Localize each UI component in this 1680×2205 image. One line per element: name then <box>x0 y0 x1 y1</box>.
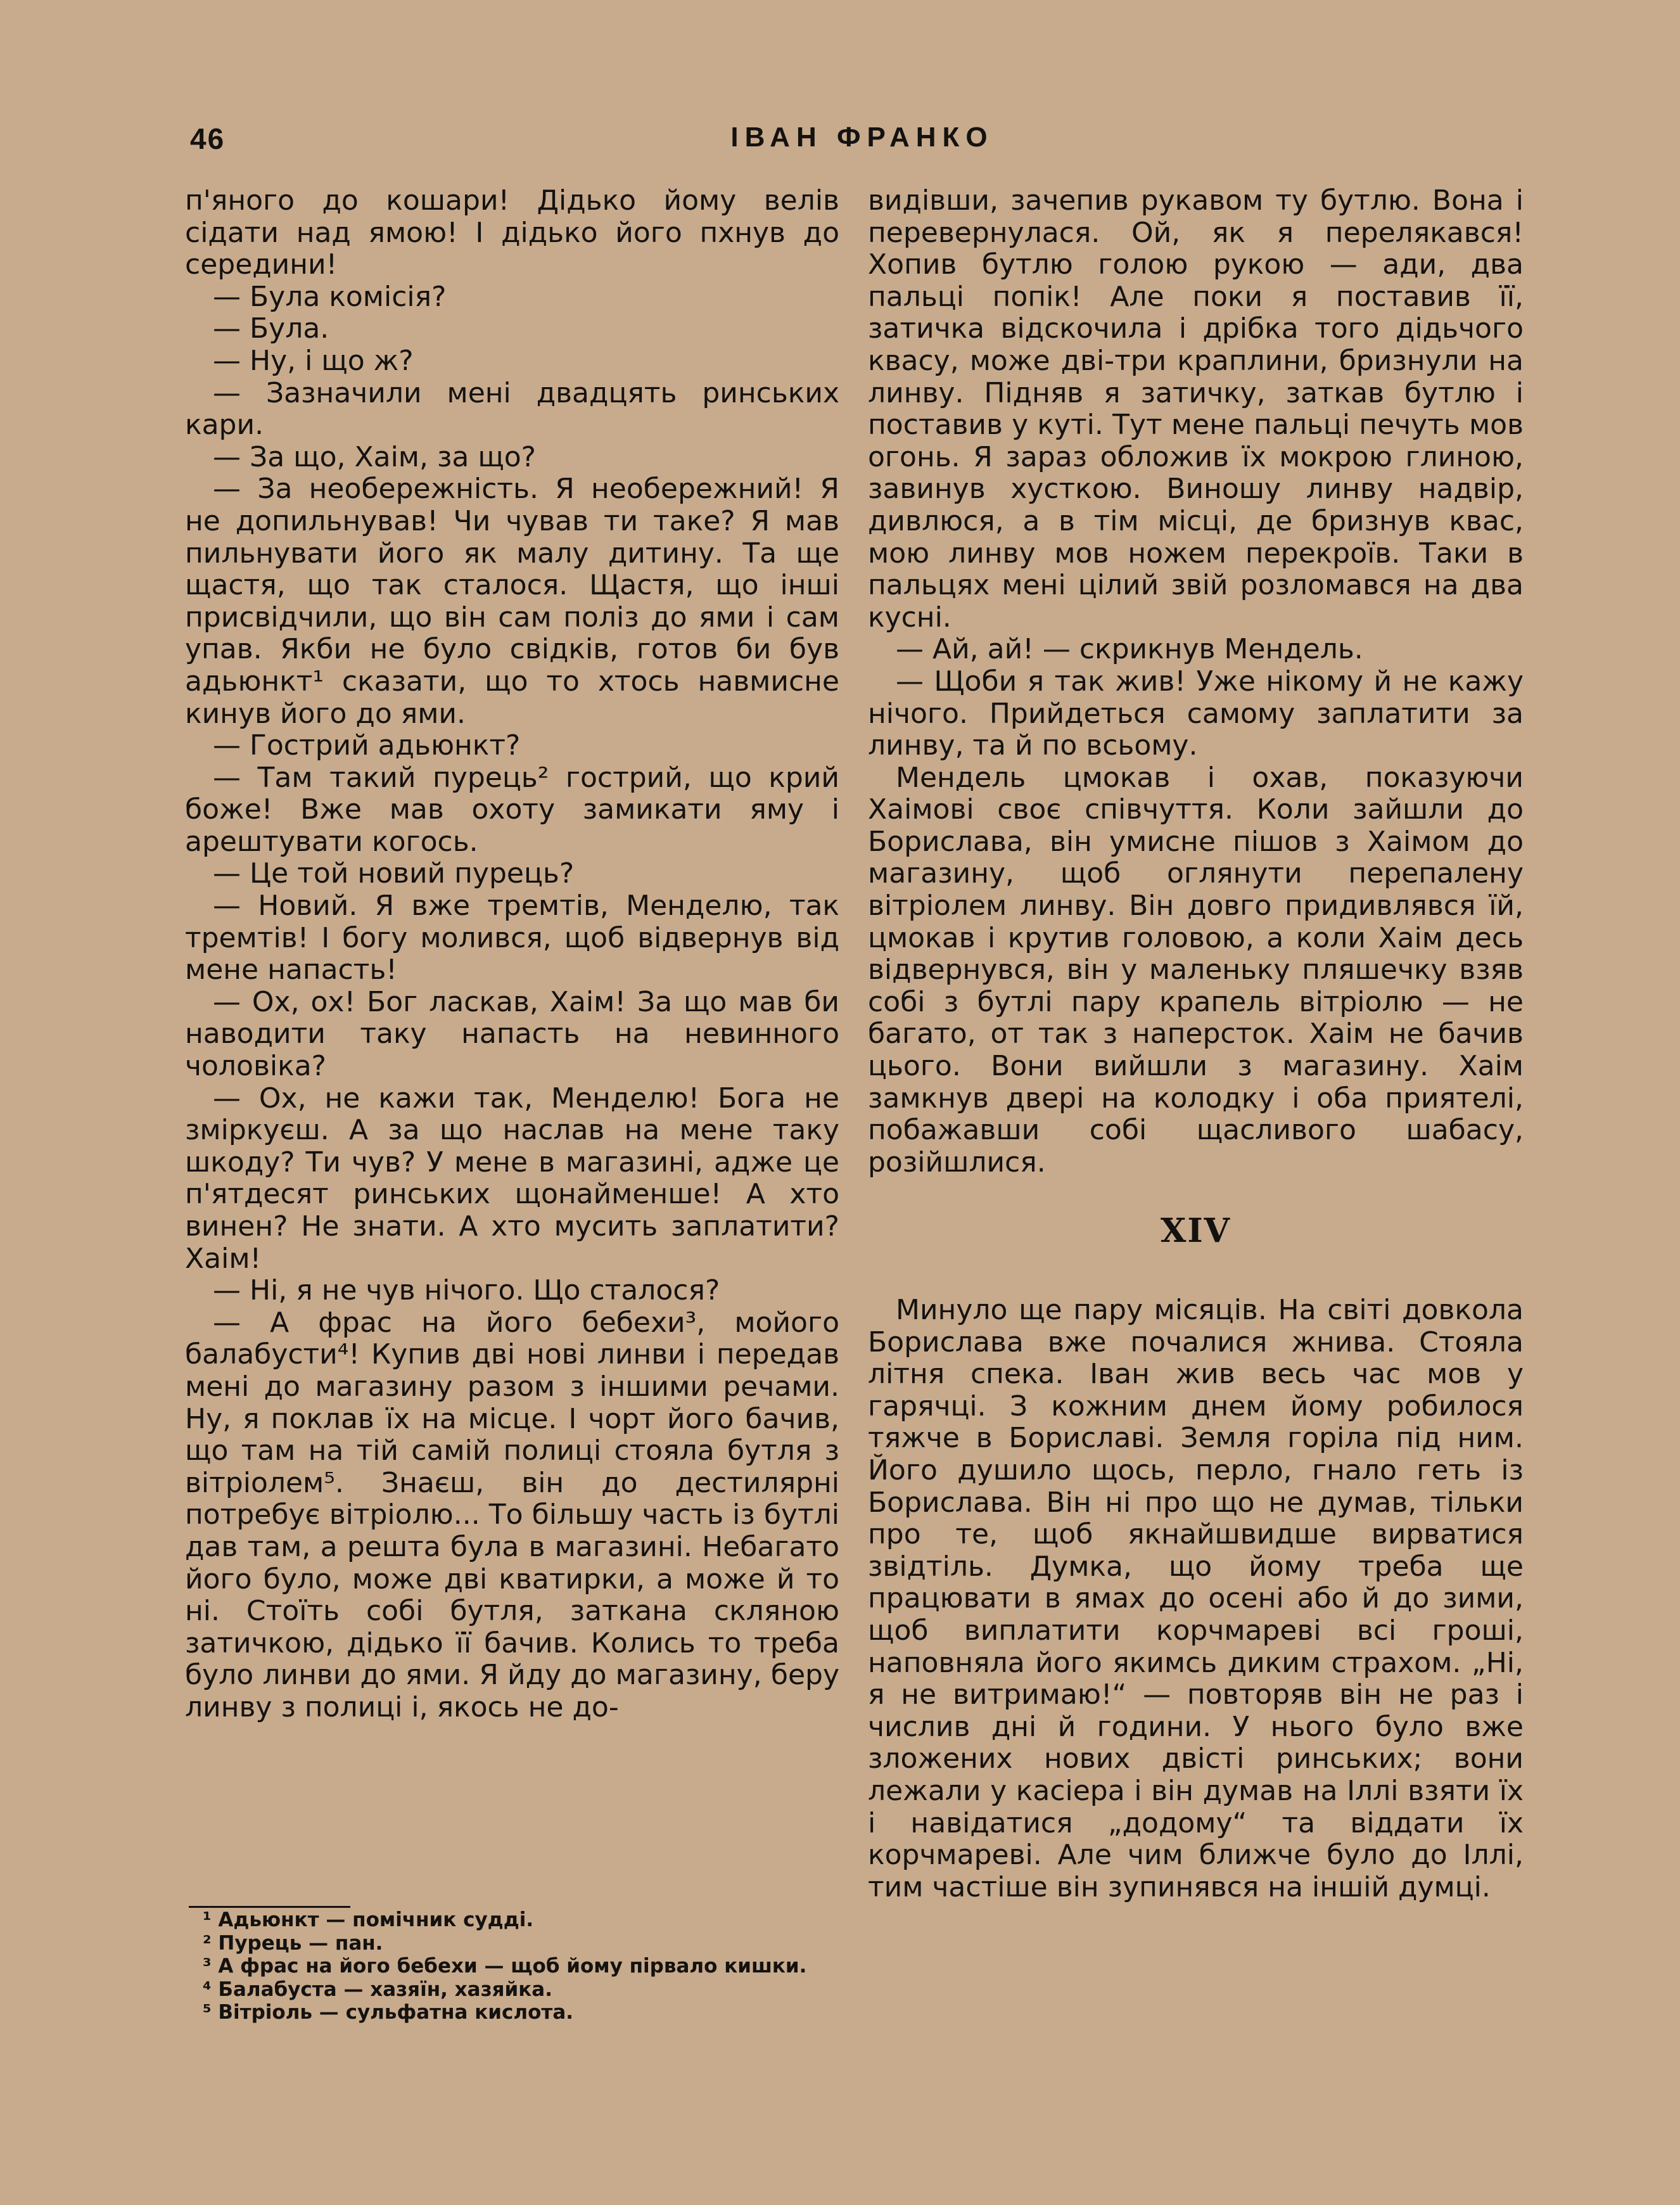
paragraph: — За необережність. Я необережний! Я не допильнував! Чи чував ти таке? Я мав пильнувати його як малу дитину. Та ще щастя, що так сталося. Щастя, що інші присвідчили, що він сам поліз до ями і сам упав. Якби не було свідків, готов би був адьюнкт¹ сказати, що то хтось навмисне кинув його до ями. <box>185 473 839 730</box>
chapter-heading: XIV <box>1160 1211 1231 1251</box>
footnotes <box>190 1908 836 2024</box>
paragraph: — За що, Хаім, за що? <box>213 440 537 473</box>
paragraph: — Була комісія? <box>213 280 447 313</box>
paragraph: — Зазначили мені двадцять ринських кари. <box>185 376 839 442</box>
paragraph: — Ну, і що ж? <box>213 344 414 377</box>
footnote: ² Пурець — пан. <box>203 1931 383 1955</box>
paragraph: — Це той новий пурець? <box>213 857 575 890</box>
paragraph: — Ох, не кажи так, Менделю! Бога не зміркуєш. А за що наслав на мене таку шкоду? Ти чув? У мене в магазині, адже це п'ятдесят ринських щонайменше! А хто винен? Не знати. А хто мусить заплатити? Хаім! <box>185 1082 839 1275</box>
paragraph: видівши, зачепив рукавом ту бутлю. Вона і перевернулася. Ой, як я перелякався! Хопив бутлю голою рукою — ади, два пальці попік! Але поки я поставив її, затичка відскочила і дрібка того дідьчого квасу, може дві-три краплини, бризнули на линву. Підняв я затичку, заткав бутлю і поставив у куті. Тут мене пальці печуть мов огонь. Я зараз обложив їх мокрою глиною, завинув хусткою. Виношу линву надвір, дивлюся, а в тім місці, де бризнув квас, мою линву мов ножем перекроїв. Таки в пальцях мені цілий звій розломався на два кусні. <box>868 184 1524 634</box>
paragraph: Минуло ще пару місяців. На світі довкола Борислава вже почалися жнива. Стояла літня спека. Іван жив весь час мов у гарячці. З кожним днем йому робилося тяжче в Бориславі. Земля горіла під ним. Його душило щось, перло, гнало геть із Борислава. Він ні про що не думав, тільки про те, щоб якнайшвидше вирватися звідтіль. Думка, що йому треба ще працювати в ямах до осені або й до зими, щоб виплатити корчмареві всі гроші, наповняла його якимсь диким страхом. „Ні, я не витримаю!“ — повторяв він не раз і числив дні й години. У нього було вже зложених нових двісті ринських; вони лежали у касіера і він думав на Іллі взяти їх і навідатися „додому“ та віддати їх корчмареві. Але чим ближче було до Іллі, тим частіше він зупинявся на іншій думці. <box>868 1294 1524 1903</box>
paragraph: — Щоби я так жив! Уже нікому й не кажу нічого. Прийдеться самому заплатити за линву, та й по всьому. <box>868 665 1524 762</box>
page-number: 46 <box>190 122 226 155</box>
paragraph: — Ні, я не чув нічого. Що сталося? <box>213 1274 720 1307</box>
paragraph: — А фрас на його бебехи³, мойого балабусти⁴! Купив дві нові линви і передав мені до магазину разом з іншими речами. Ну, я поклав їх на місце. І чорт його бачив, що там на тій самій полиці стояла бутля з вітріолем⁵. Знаєш, він до дестилярні потребує вітріолю... То більшу часть із бутлі дав там, а решта була в магазині. Небагато його було, може дві кватирки, а може й то ні. Стоїть собі бутля, заткана скляною затичкою, дідько її бачив. Колись то треба було линви до ями. Я йду до магазину, беру линву з полиці і, якось не до- <box>185 1306 839 1723</box>
right-column <box>868 185 1524 1903</box>
paragraph: — Ох, ох! Бог ласкав, Хаім! За що мав би наводити таку напасть на невинного чоловіка? <box>185 985 839 1083</box>
footnote-divider <box>189 1906 350 1908</box>
footnote: ⁵ Вітріоль — сульфатна кислота. <box>203 2001 574 2024</box>
paragraph: — Ай, ай! — скрикнув Мендель. <box>896 633 1363 666</box>
footnote: ³ А фрас на його бебехи — щоб йому пірвало кишки. <box>203 1955 807 1978</box>
left-column <box>185 185 839 1724</box>
paragraph: — Там такий пурець² гострий, що крий боже! Вже мав охоту замикати яму і арештувати когось. <box>185 761 839 858</box>
paragraph: — Була. <box>213 312 329 345</box>
paragraph: — Новий. Я вже тремтів, Менделю, так тремтів! І богу молився, щоб відвернув від мене напасть! <box>185 890 839 987</box>
paragraph: Мендель цмокав і охав, показуючи Хаімові своє співчуття. Коли зайшли до Борислава, він умисне пішов з Хаімом до магазину, щоб оглянути перепалену вітріолем линву. Він довго придивлявся їй, цмокав і крутив головою, а коли Хаім десь відвернувся, він у маленьку пляшечку взяв собі з бутлі пару крапель вітріолю — не багато, от так з наперсток. Хаім не бачив цього. Вони вийшли з магазину. Хаім замкнув двері на колодку і оба приятелі, побажавши собі щасливого шабасу, розійшлися. <box>868 761 1524 1179</box>
paragraph: п'яного до кошари! Дідько йому велів сідати над ямою! І дідько його пхнув до середини! <box>185 184 839 281</box>
paragraph: — Гострий адьюнкт? <box>213 729 521 762</box>
footnote: ⁴ Балабуста — хазяїн, хазяйка. <box>203 1978 552 2001</box>
running-title: ІВАН ФРАНКО <box>730 122 994 153</box>
footnote: ¹ Адьюнкт — помічник судді. <box>203 1908 534 1931</box>
